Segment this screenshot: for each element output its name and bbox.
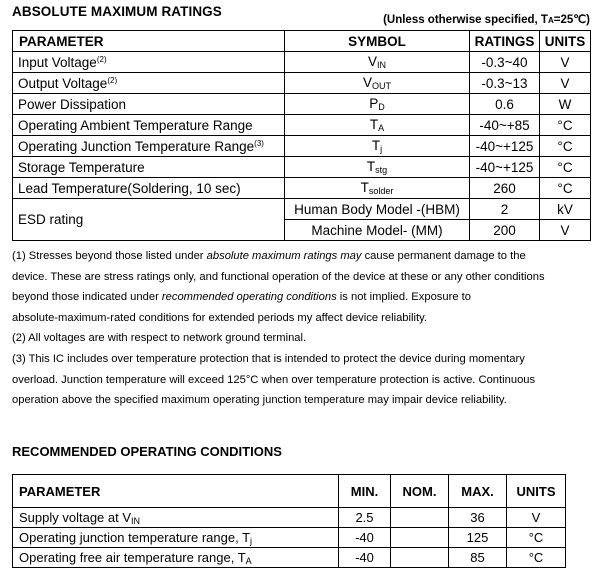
footnote-ref: (3) xyxy=(254,138,264,148)
footnote-ref: (2) xyxy=(96,54,107,64)
header-max: MAX. xyxy=(449,475,507,508)
header-min: MIN. xyxy=(339,475,391,508)
parameter-name: Operating Junction Temperature Range xyxy=(18,138,255,154)
roc-title: RECOMMENDED OPERATING CONDITIONS xyxy=(12,444,282,459)
table-row: Operating free air temperature range, $T_A$ -40 85 °C xyxy=(13,548,566,568)
footnote-1-line: beyond those indicated under recommended operating conditions is not implied. Exposure to xyxy=(12,291,471,304)
footnote-3-line: overload. Junction temperature will exceed 125°C when over temperature protection is active. Continuous xyxy=(12,373,536,386)
header-nom: NOM. xyxy=(391,475,449,508)
table-row: Output Voltage$^{(2)}$ $V_{OUT}$ -0.3~13 V xyxy=(13,73,591,94)
parameter-name: Operating Ambient Temperature Range xyxy=(18,117,253,133)
parameter-name: Lead Temperature(Soldering, 10 sec) xyxy=(18,180,241,196)
footnote-1-line: absolute-maximum-rated conditions for extended periods my affect device reliability. xyxy=(12,311,427,324)
footnote-3-line: operation above the specified maximum operating junction temperature may impair device reliability. xyxy=(12,394,507,407)
absolute-maximum-ratings-table xyxy=(12,30,591,241)
parameter-name: Power Dissipation xyxy=(18,96,127,112)
footnote-1-line: device. These are stress ratings only, and functional operation of the device at these or any other conditions xyxy=(12,270,545,283)
parameter-name: Storage Temperature xyxy=(18,159,145,175)
table-header-row xyxy=(13,31,591,52)
header-parameter: PARAMETER xyxy=(13,475,339,508)
esd-rating-label: ESD rating xyxy=(13,199,285,241)
table-row: Operating junction temperature range, $T_j$ -40 125 °C xyxy=(13,528,566,548)
footnote-1-line: (1) Stresses beyond those listed under absolute maximum ratings may cause permanent damage to the xyxy=(12,250,526,262)
table-row: Storage Temperature $T_{stg}$ -40~+125 °C xyxy=(13,157,591,178)
table-row-esd-hbm: ESD rating Human Body Model -(HBM) 2 kV xyxy=(13,199,591,220)
table-row-esd-mm: Machine Model- (MM) 200 V xyxy=(13,220,591,241)
header-units: UNITS xyxy=(507,475,566,508)
amr-condition-note: (Unless otherwise specified, TA=25℃) xyxy=(383,14,590,26)
header-ratings: RATINGS xyxy=(470,31,540,52)
parameter-name: Output Voltage xyxy=(18,75,108,91)
amr-title: ABSOLUTE MAXIMUM RATINGS xyxy=(12,4,222,19)
footnote-2: (2) All voltages are with respect to network ground terminal. xyxy=(12,332,307,345)
table-row: Supply voltage at $V_{IN}$ 2.5 36 V xyxy=(13,508,566,528)
header-parameter: PARAMETER xyxy=(13,31,285,52)
footnotes xyxy=(12,246,592,411)
recommended-operating-conditions-table xyxy=(12,474,566,568)
table-row: Power Dissipation $P_D$ 0.6 W xyxy=(13,94,591,115)
table-header-row xyxy=(13,475,566,508)
table-row: Lead Temperature(Soldering, 10 sec) $T_{solder}$ 260 °C xyxy=(13,178,591,199)
header-units: UNITS xyxy=(540,31,591,52)
footnote-3-line: (3) This IC includes over temperature protection that is intended to protect the device during momentary xyxy=(12,352,525,365)
table-row: Operating Junction Temperature Range$^{(3)}$ $T_j$ -40~+125 °C xyxy=(13,136,591,157)
footnote-ref: (2) xyxy=(107,75,118,85)
parameter-name: Input Voltage xyxy=(18,54,97,70)
table-row: Operating Ambient Temperature Range $T_A$ -40~+85 °C xyxy=(13,115,591,136)
table-row: Input Voltage$^{(2)}$ $V_{IN}$ -0.3~40 V xyxy=(13,52,591,73)
header-symbol: SYMBOL xyxy=(285,31,470,52)
